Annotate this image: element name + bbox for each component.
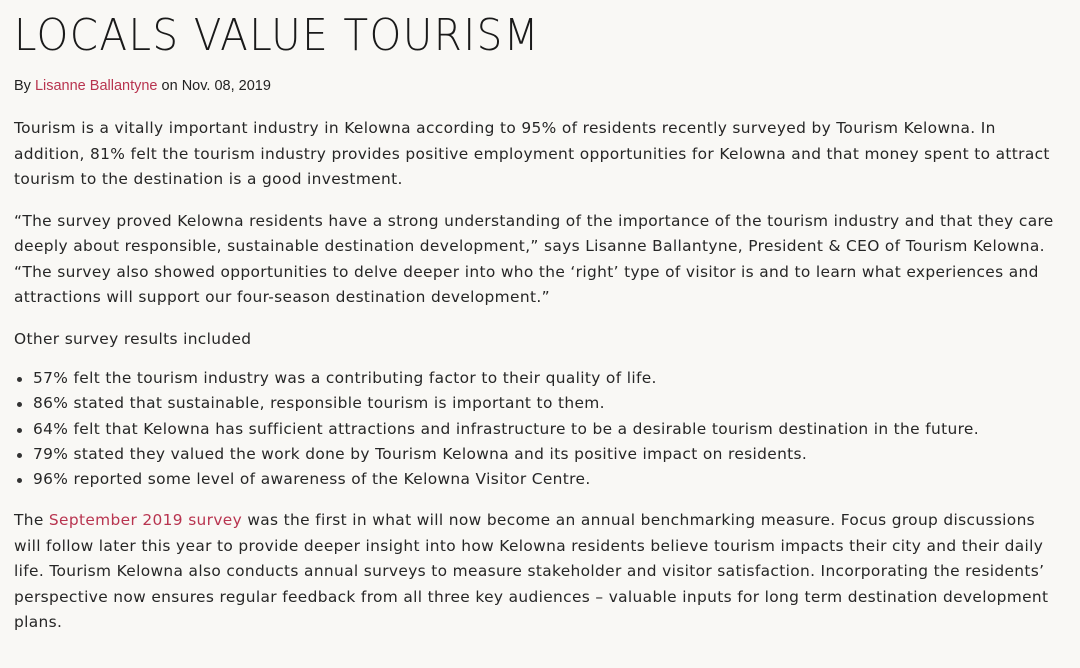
closing-paragraph (14, 508, 1066, 636)
list-item-text: 64% felt that Kelowna has sufficient attractions and infrastructure to be a desirable tourism destination in the future. (33, 419, 979, 438)
byline-middle: on (161, 78, 178, 94)
list-item (14, 391, 1066, 416)
survey-link[interactable]: September 2019 survey (48, 511, 243, 530)
results-intro: Other survey results included (14, 329, 252, 348)
article-body (14, 116, 1066, 636)
closing-text-start: The (14, 511, 49, 530)
intro-paragraph: Tourism is a vitally important industry in Kelowna according to 95% of residents recently surveyed by Tourism Kelowna. In addition, 81% felt the tourism industry provides positive employment opportunities for Kelowna and that money spent to attract tourism to the destination is a good investment. (14, 119, 1050, 188)
bullet-icon (17, 377, 22, 382)
author-link[interactable]: Lisanne Ballantyne (34, 78, 158, 94)
list-item-text: 79% stated they valued the work done by Tourism Kelowna and its positive impact on residents. (33, 444, 808, 463)
list-item-text: 86% stated that sustainable, responsible tourism is important to them. (33, 394, 605, 413)
closing-text-end: was the first in what will now become an annual benchmarking measure. Focus group discussions will follow later this year to provide deeper insight into how Kelowna residents believe tourism impacts their city and their daily life. Tourism Kelowna also conducts annual surveys to measure stakeholder and visitor satisfaction. Incorporating the residents’ perspective now ensures regular feedback from all three key audiences – valuable inputs for long term destination development plans. (14, 511, 1049, 632)
list-item (14, 366, 1066, 391)
page-title (14, 0, 1066, 61)
list-item (14, 442, 1066, 467)
results-list (14, 366, 1066, 492)
byline (14, 78, 1066, 94)
list-item-text: 96% reported some level of awareness of the Kelowna Visitor Centre. (33, 470, 591, 489)
bullet-icon (17, 478, 22, 483)
list-item (14, 417, 1066, 442)
bullet-icon (17, 453, 22, 458)
bullet-icon (17, 402, 22, 407)
page-title-text: LOCALS VALUE TOURISM (14, 10, 540, 61)
byline-prefix: By (14, 78, 31, 94)
quote-paragraph: “The survey proved Kelowna residents have a strong understanding of the importance of the tourism industry and that they care deeply about responsible, sustainable destination development,” says Lisanne Ballantyne, President & CEO of Tourism Kelowna. “The survey also showed opportunities to delve deeper into who the ‘right’ type of visitor is and to learn what experiences and attractions will support our four-season destination development.” (14, 211, 1054, 306)
bullet-icon (17, 428, 22, 433)
list-item (14, 467, 1066, 492)
publish-date: Nov. 08, 2019 (181, 78, 271, 94)
list-item-text: 57% felt the tourism industry was a contributing factor to their quality of life. (33, 369, 657, 387)
